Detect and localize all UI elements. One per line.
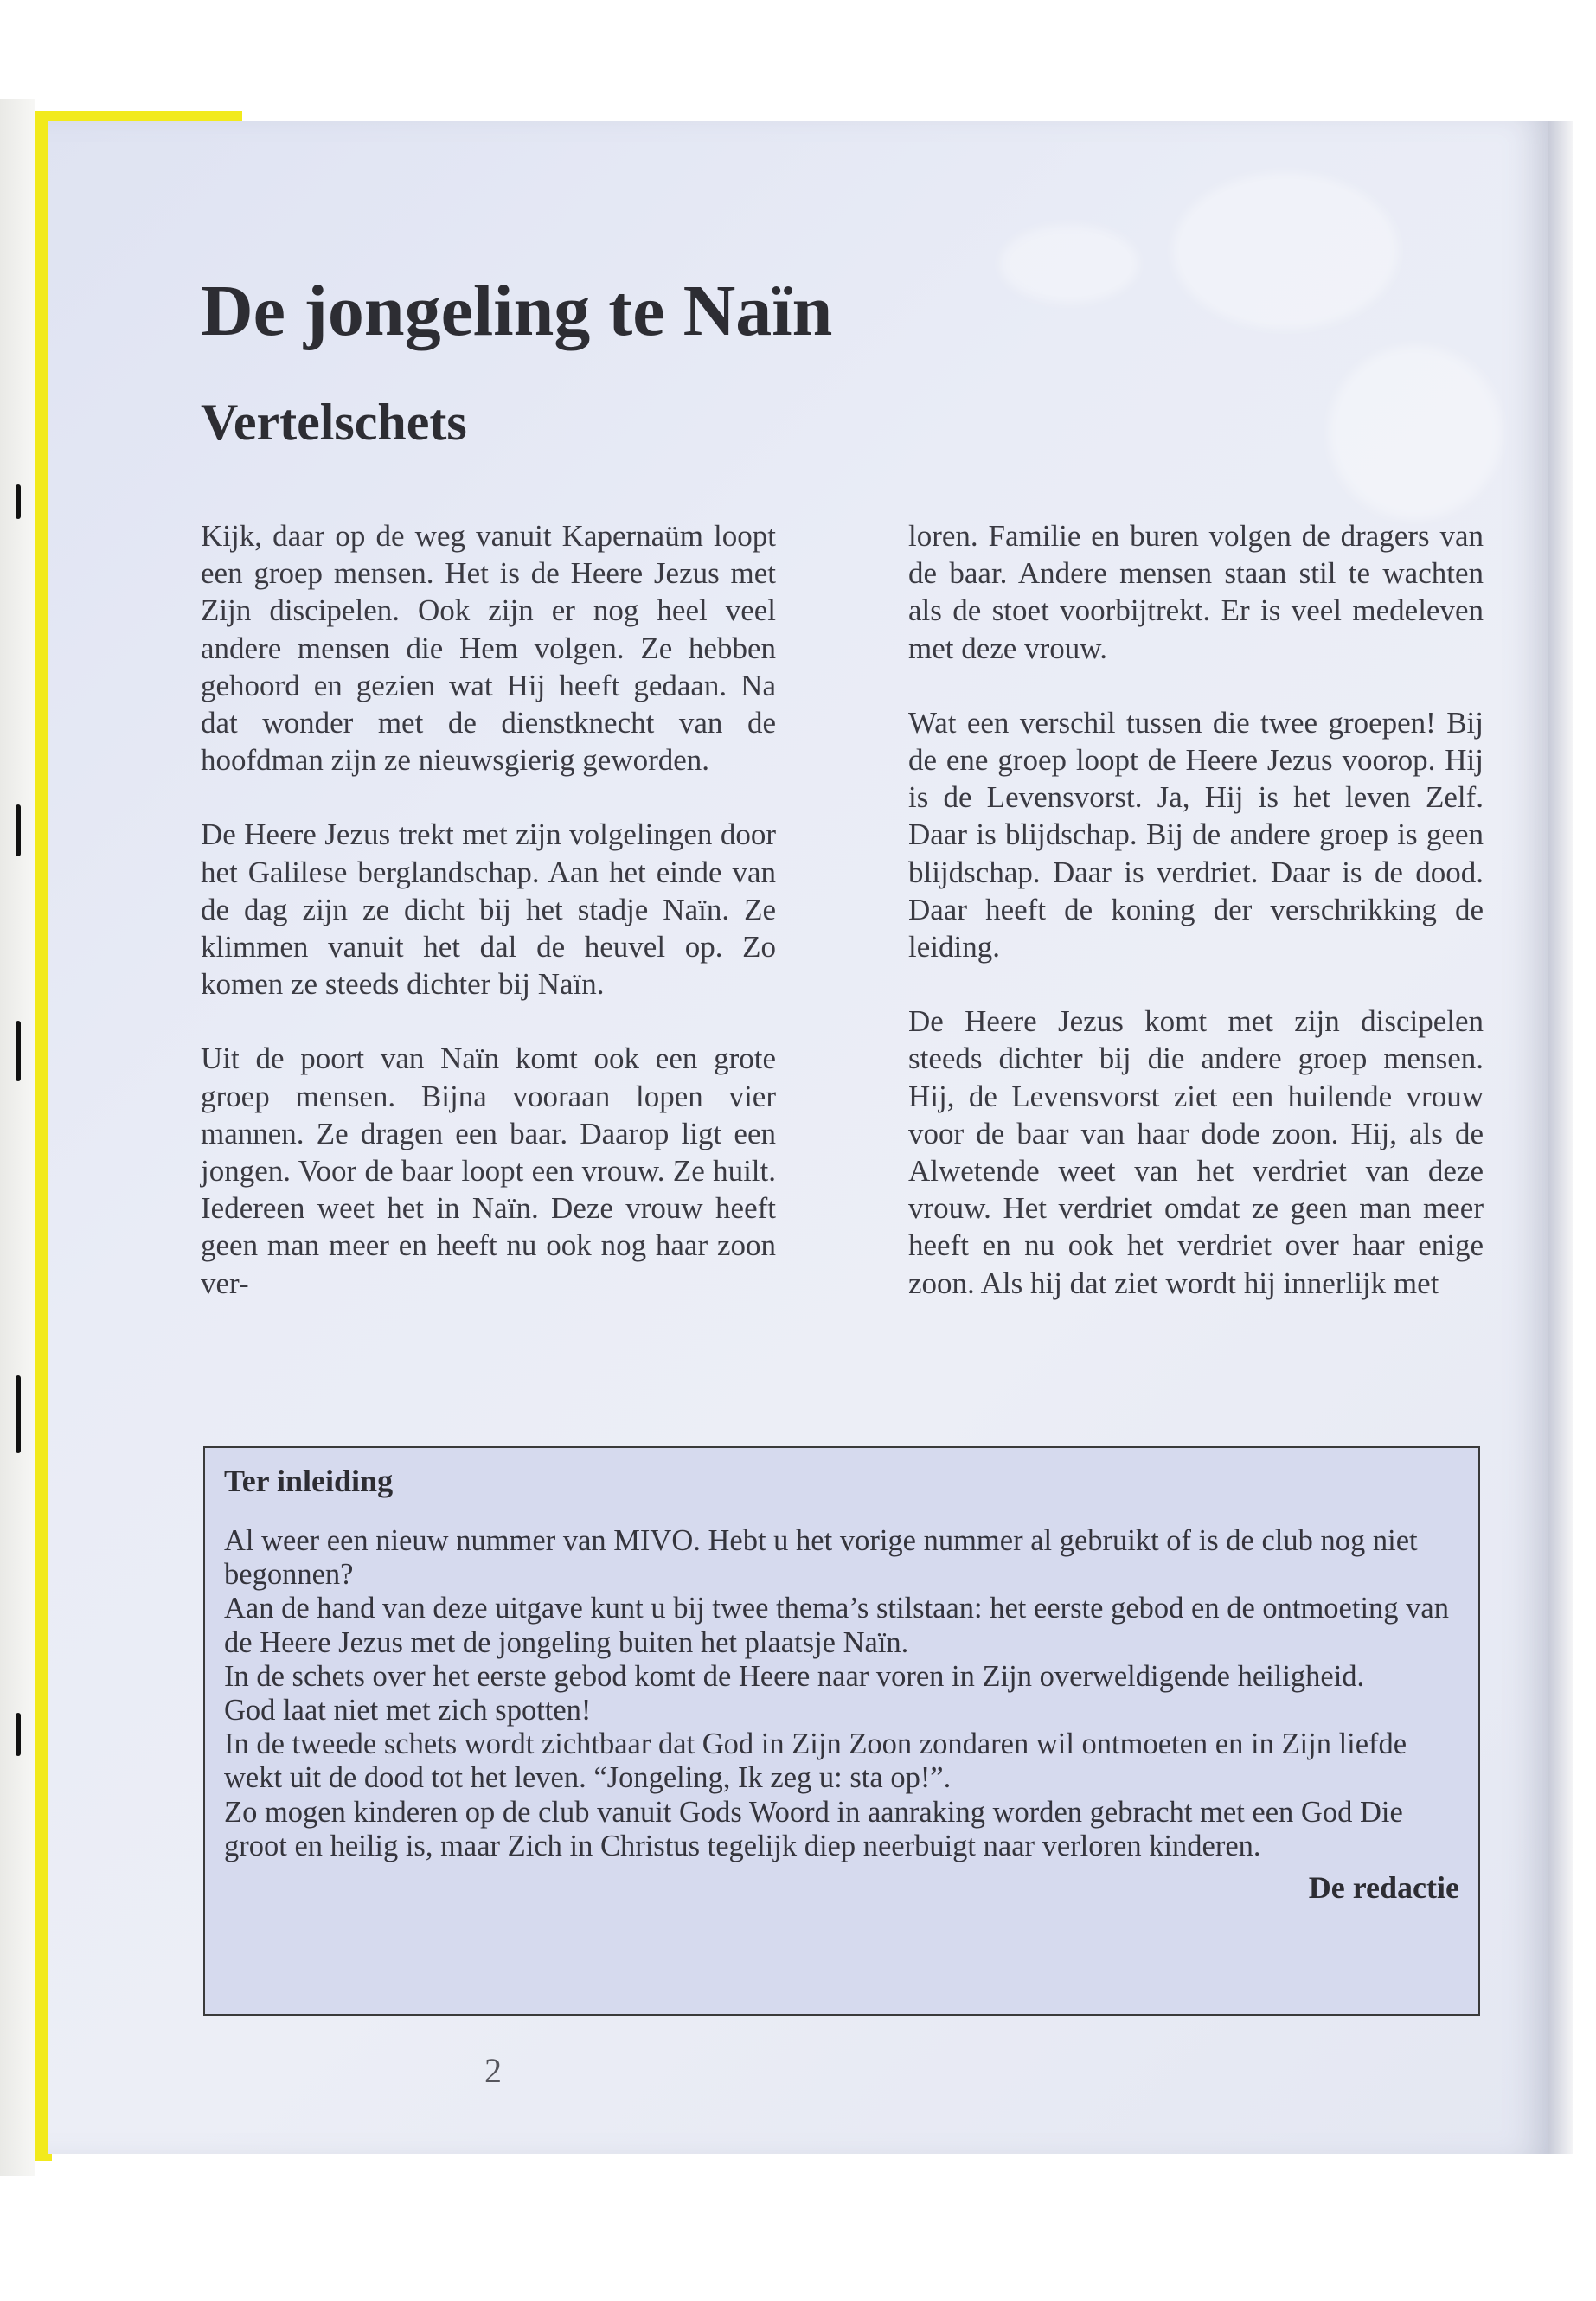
intro-body	[224, 1524, 1459, 1863]
intro-line: In de tweede schets wordt zichtbaar dat God in Zijn Zoon zondaren wil ontmoeten en in Zijn liefde wekt uit de dood tot het leven. “Jongeling, Ik zeg u: sta op!”.	[224, 1727, 1407, 1795]
background-splash	[1000, 225, 1138, 303]
page-number: 2	[484, 2051, 502, 2090]
intro-line: Al weer een nieuw nummer van MIVO. Hebt u het vorige nummer al gebruikt of is de club nog niet begonnen?	[224, 1524, 1418, 1592]
paragraph: De Heere Jezus komt met zijn discipelen steeds dichter bij die andere groep mensen. Hij, de Levensvorst ziet een huilende vrouw voor de baar van haar dode zoon. Hij, als de Alwetende weet van het verdriet van deze vrouw. Het verdriet omdat ze geen man meer heeft en nu ook het verdriet over haar enige zoon. Als hij dat ziet wordt hij innerlijk met	[908, 1004, 1484, 1300]
intro-box	[203, 1446, 1480, 2016]
background-splash	[1329, 346, 1502, 519]
page-edge	[1548, 121, 1573, 2154]
paragraph: Wat een verschil tussen die twee groepen! Bij de ene groep loopt de Heere Jezus voorop. Hij is de Levensvorst. Ja, Hij is het leven Zelf. Daar is blijdschap. Bij de andere groep is geen blijdschap. Daar is verdriet. Daar is de dood. Daar heeft de koning der verschrikking de leiding.	[908, 705, 1484, 965]
intro-line: In de schets over het eerste gebod komt de Heere naar voren in Zijn overweldigende heiligheid.	[224, 1659, 1365, 1693]
right-text-column	[908, 517, 1484, 1302]
article-title: De jongeling te Naïn	[201, 271, 833, 351]
binding-marks	[16, 484, 26, 1782]
intro-line: Zo mogen kinderen op de club vanuit Gods Woord in aanraking worden gebracht met een God Die groot en heilig is, maar Zich in Christus tegelijk diep neerbuigt naar verloren kinderen.	[224, 1795, 1403, 1862]
paragraph: Uit de poort van Naïn komt ook een grote groep mensen. Bijna vooraan lopen vier mannen. Ze dragen een baar. Daarop ligt een jongen. Voor de baar loopt een vrouw. Ze huilt. Iedereen weet het in Naïn. Deze vrouw heeft geen man meer en heeft nu ook nog haar zoon ver-	[201, 1042, 776, 1300]
left-text-column	[201, 517, 776, 1302]
intro-line: God laat niet met zich spotten!	[224, 1694, 592, 1727]
background-splash	[1173, 173, 1398, 329]
article-subtitle: Vertelschets	[201, 394, 467, 451]
signature: De redactie	[1308, 1870, 1459, 1906]
paragraph: De Heere Jezus trekt met zijn volgelingen door het Galilese berglandschap. Aan het einde van de dag zijn ze dicht bij het stadje Naïn. Ze klimmen vanuit het dal de heuvel op. Zo komen ze steeds dichter bij Naïn.	[201, 817, 776, 1002]
intro-heading: Ter inleiding	[224, 1464, 394, 1498]
paragraph: Kijk, daar op de weg vanuit Kapernaüm loopt een groep mensen. Het is de Heere Jezus met Zijn discipelen. Ook zijn er nog heel veel andere mensen die Hem volgen. Ze hebben gehoord en gezien wat Hij heeft gedaan. Na dat wonder met de dienstknecht van de hoofdman zijn ze nieuwsgierig geworden.	[201, 519, 776, 778]
intro-line: Aan de hand van deze uitgave kunt u bij twee thema’s stilstaan: het eerste gebod en de ontmoeting van de Heere Jezus met de jongeling buiten het plaatsje Naïn.	[224, 1592, 1449, 1659]
paragraph: loren. Familie en buren volgen de dragers van de baar. Andere mensen staan stil te wachten als de stoet voorbijtrekt. Er is veel medeleven met deze vrouw.	[908, 519, 1484, 665]
